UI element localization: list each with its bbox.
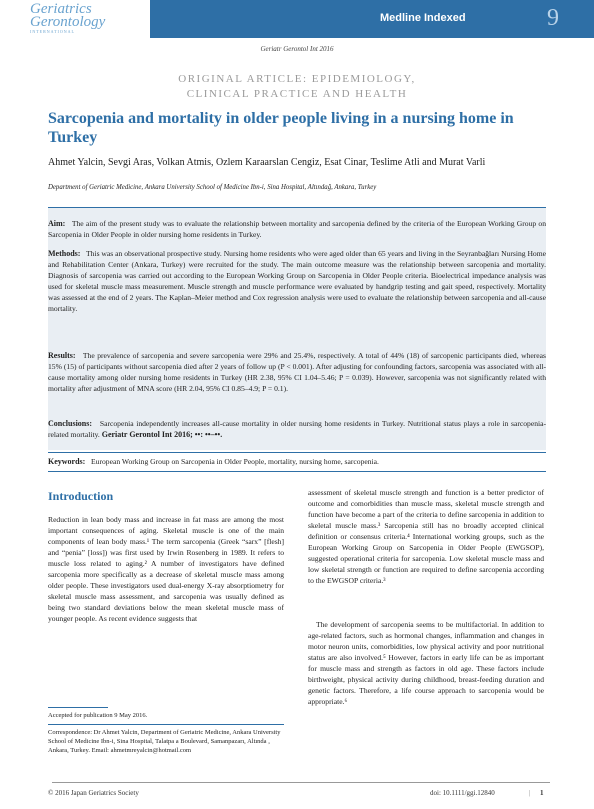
abstract-methods <box>48 248 546 314</box>
logo-line2: Gerontology <box>30 14 106 30</box>
medline-banner: Medline Indexed <box>380 12 466 24</box>
footnote-rule <box>48 707 108 708</box>
methods-text: This was an observational prospective study. Nursing home residents who were aged older than 65 years and living in the Seyranbağları Nursing Home and Rehabilitation Center (Ankara, Turkey) were recruited for the study. The main outcome measure was the relationship between sarcopenia and mortality. Diagnosis of sarcopenia was carried out according to the European Working Group on Sarcopenia in Older People criteria. Bioelectrical impedance analysis was used for skeletal muscle mass measurement. Muscle strength and muscle performance were evaluated by handgrip testing and gait speed, respectively. Mortality was assessed at the end of 2 years. The Kaplan–Meier method and Cox regression analysis were used to evaluate the relationship between sarcopenia and all-cause mortality. <box>48 249 546 313</box>
abstract-aim <box>48 218 546 240</box>
article-title: Sarcopenia and mortality in older people living in a nursing home in Turkey <box>48 110 514 146</box>
results-text: The prevalence of sarcopenia and severe sarcopenia were 29% and 25.4%, respectively. A total of 44% (18) of sarcopenic participants died, whereas 15% (15) of participants without sarcopenia died after 2 years of follow up (P < 0.001). After adjusting for confounding factors, sarcopenia was associated with all-cause mortality among older nursing home residents in Turkey (HR 2.38, 95% CI 1.04–5.46; P = 0.039). However, sarcopenia was not significantly related with mortality after adjustment of MNA score (HR 2.04, 95% CI 0.85–4.9; P = 0.1). <box>48 351 547 393</box>
keywords <box>48 456 546 467</box>
issue-mark: 9 <box>547 5 559 31</box>
doi: doi: 10.1111/ggi.12840 <box>430 789 495 797</box>
abstract-top-rule <box>48 207 546 208</box>
affiliation: Department of Geriatric Medicine, Ankara University School of Medicine Ibn-i, Sina Hospital, Altındağ, Ankara, Turkey <box>48 184 377 191</box>
article-category <box>0 72 594 102</box>
category-line2: CLINICAL PRACTICE AND HEALTH <box>186 88 408 100</box>
abstract-results <box>48 350 546 394</box>
author-list: Ahmet Yalcin, Sevgi Aras, Volkan Atmis, Ozlem Karaarslan Cengiz, Esat Cinar, Teslime Atli and Murat Varli <box>48 157 486 168</box>
keywords-top-rule <box>48 452 546 453</box>
footnote-rule-2 <box>48 724 284 725</box>
page-number: 1 <box>540 789 544 797</box>
conclusions-text: Sarcopenia independently increases all-cause mortality in older nursing home residents in Turkey. Nutritional status plays a role in sarcopenia-related mortality. <box>48 419 546 439</box>
col2-paragraph: assessment of skeletal muscle strength and function is a better predictor of outcome and comorbidities than muscle mass, skeletal muscle strength and function have become a part of the criteria to define sarcopenia in addition to skeletal muscle mass.³ Sarcopenia still has no broadly accepted clinical definition or consensus criteria.⁴ International working groups, such as the European Working Group on Sarcopenia in Older People (EWGSOP), suggested operational criteria for sarcopenia. Low skeletal muscle mass and low skeletal strength or function are required to define sarcopenia according to the EWGSOP criteria.³ <box>308 488 544 585</box>
page-separator: | <box>529 789 531 797</box>
copyright: © 2016 Japan Geriatrics Society <box>48 789 139 797</box>
methods-label: Methods: <box>48 249 81 258</box>
conclusions-cite: Geriatr Gerontol Int 2016; ••: ••–••. <box>101 430 223 439</box>
keywords-text: European Working Group on Sarcopenia in Older People, mortality, nursing home, sarcopenia. <box>91 457 379 466</box>
category-line1: ORIGINAL ARTICLE: EPIDEMIOLOGY, <box>178 73 416 85</box>
col2-paragraph-2: The development of sarcopenia seems to be multifactorial. In addition to age-related factors, such as hormonal changes, inflammation and changes in motor neuron units, comorbidities, low physical activity and poor nutritional status are also involved.⁵ However, factors in early life can be as important for muscle mass and strength as factors in old age. These factors include birthweight, physical activity during childhood, breast-feeding duration and genetic factors. Therefore, a life course approach to sarcopenia would be appropriate.⁶ <box>308 620 544 706</box>
footer-rule <box>52 782 550 783</box>
abstract-conclusions <box>48 418 546 440</box>
journal-reference: Geriatr Gerontol Int 2016 <box>260 45 334 53</box>
logo-line1: Geriatrics <box>30 1 92 17</box>
logo-area <box>0 0 150 38</box>
abstract-box <box>48 207 546 450</box>
aim-label: Aim: <box>48 219 66 228</box>
conclusions-label: Conclusions: <box>48 419 93 428</box>
logo-sub: INTERNATIONAL <box>30 29 75 34</box>
header-bar <box>0 0 594 38</box>
results-label: Results: <box>48 351 76 360</box>
col1-paragraph: Reduction in lean body mass and increase in fat mass are among the most important consequences of aging. Skeletal muscle is one of the main components of lean body mass.¹ The term sarcopenia (Greek “sarx” [flesh] and “penia” [loss]) was first used by Irwin Rosenberg in 1989. It refers to muscle loss related to aging.² A number of investigators have defined sarcopenia more specifically as a decrease of skeletal muscle mass among older people. These investigators used dual-energy X-ray absorptiometry for skeletal muscle mass assessment, and sarcopenia was usually defined as being two standard deviations below the mean skeletal muscle mass of younger people. As recent evidence suggests that <box>48 515 284 623</box>
intro-heading: Introduction <box>48 489 114 503</box>
aim-text: The aim of the present study was to evaluate the relationship between mortality and sarcopenia defined by the criteria of the European Working Group on Sarcopenia in Older People in older nursing home residents in Turkey. <box>48 219 546 239</box>
accepted-note: Accepted for publication 9 May 2016. <box>48 712 148 719</box>
keywords-bottom-rule <box>48 471 546 472</box>
keywords-label: Keywords: <box>48 457 86 466</box>
correspondence-note: Correspondence: Dr Ahmet Yalcin, Department of Geriatric Medicine, Ankara University School of Medicine Ibn-i, Sina Hospital, Talatpa a Boulevard, Samanpazarı, Altında , Ankara, Turkey. Email: ahmetmreyalcin@hotmail.com <box>48 729 281 754</box>
journal-logo <box>30 3 105 34</box>
